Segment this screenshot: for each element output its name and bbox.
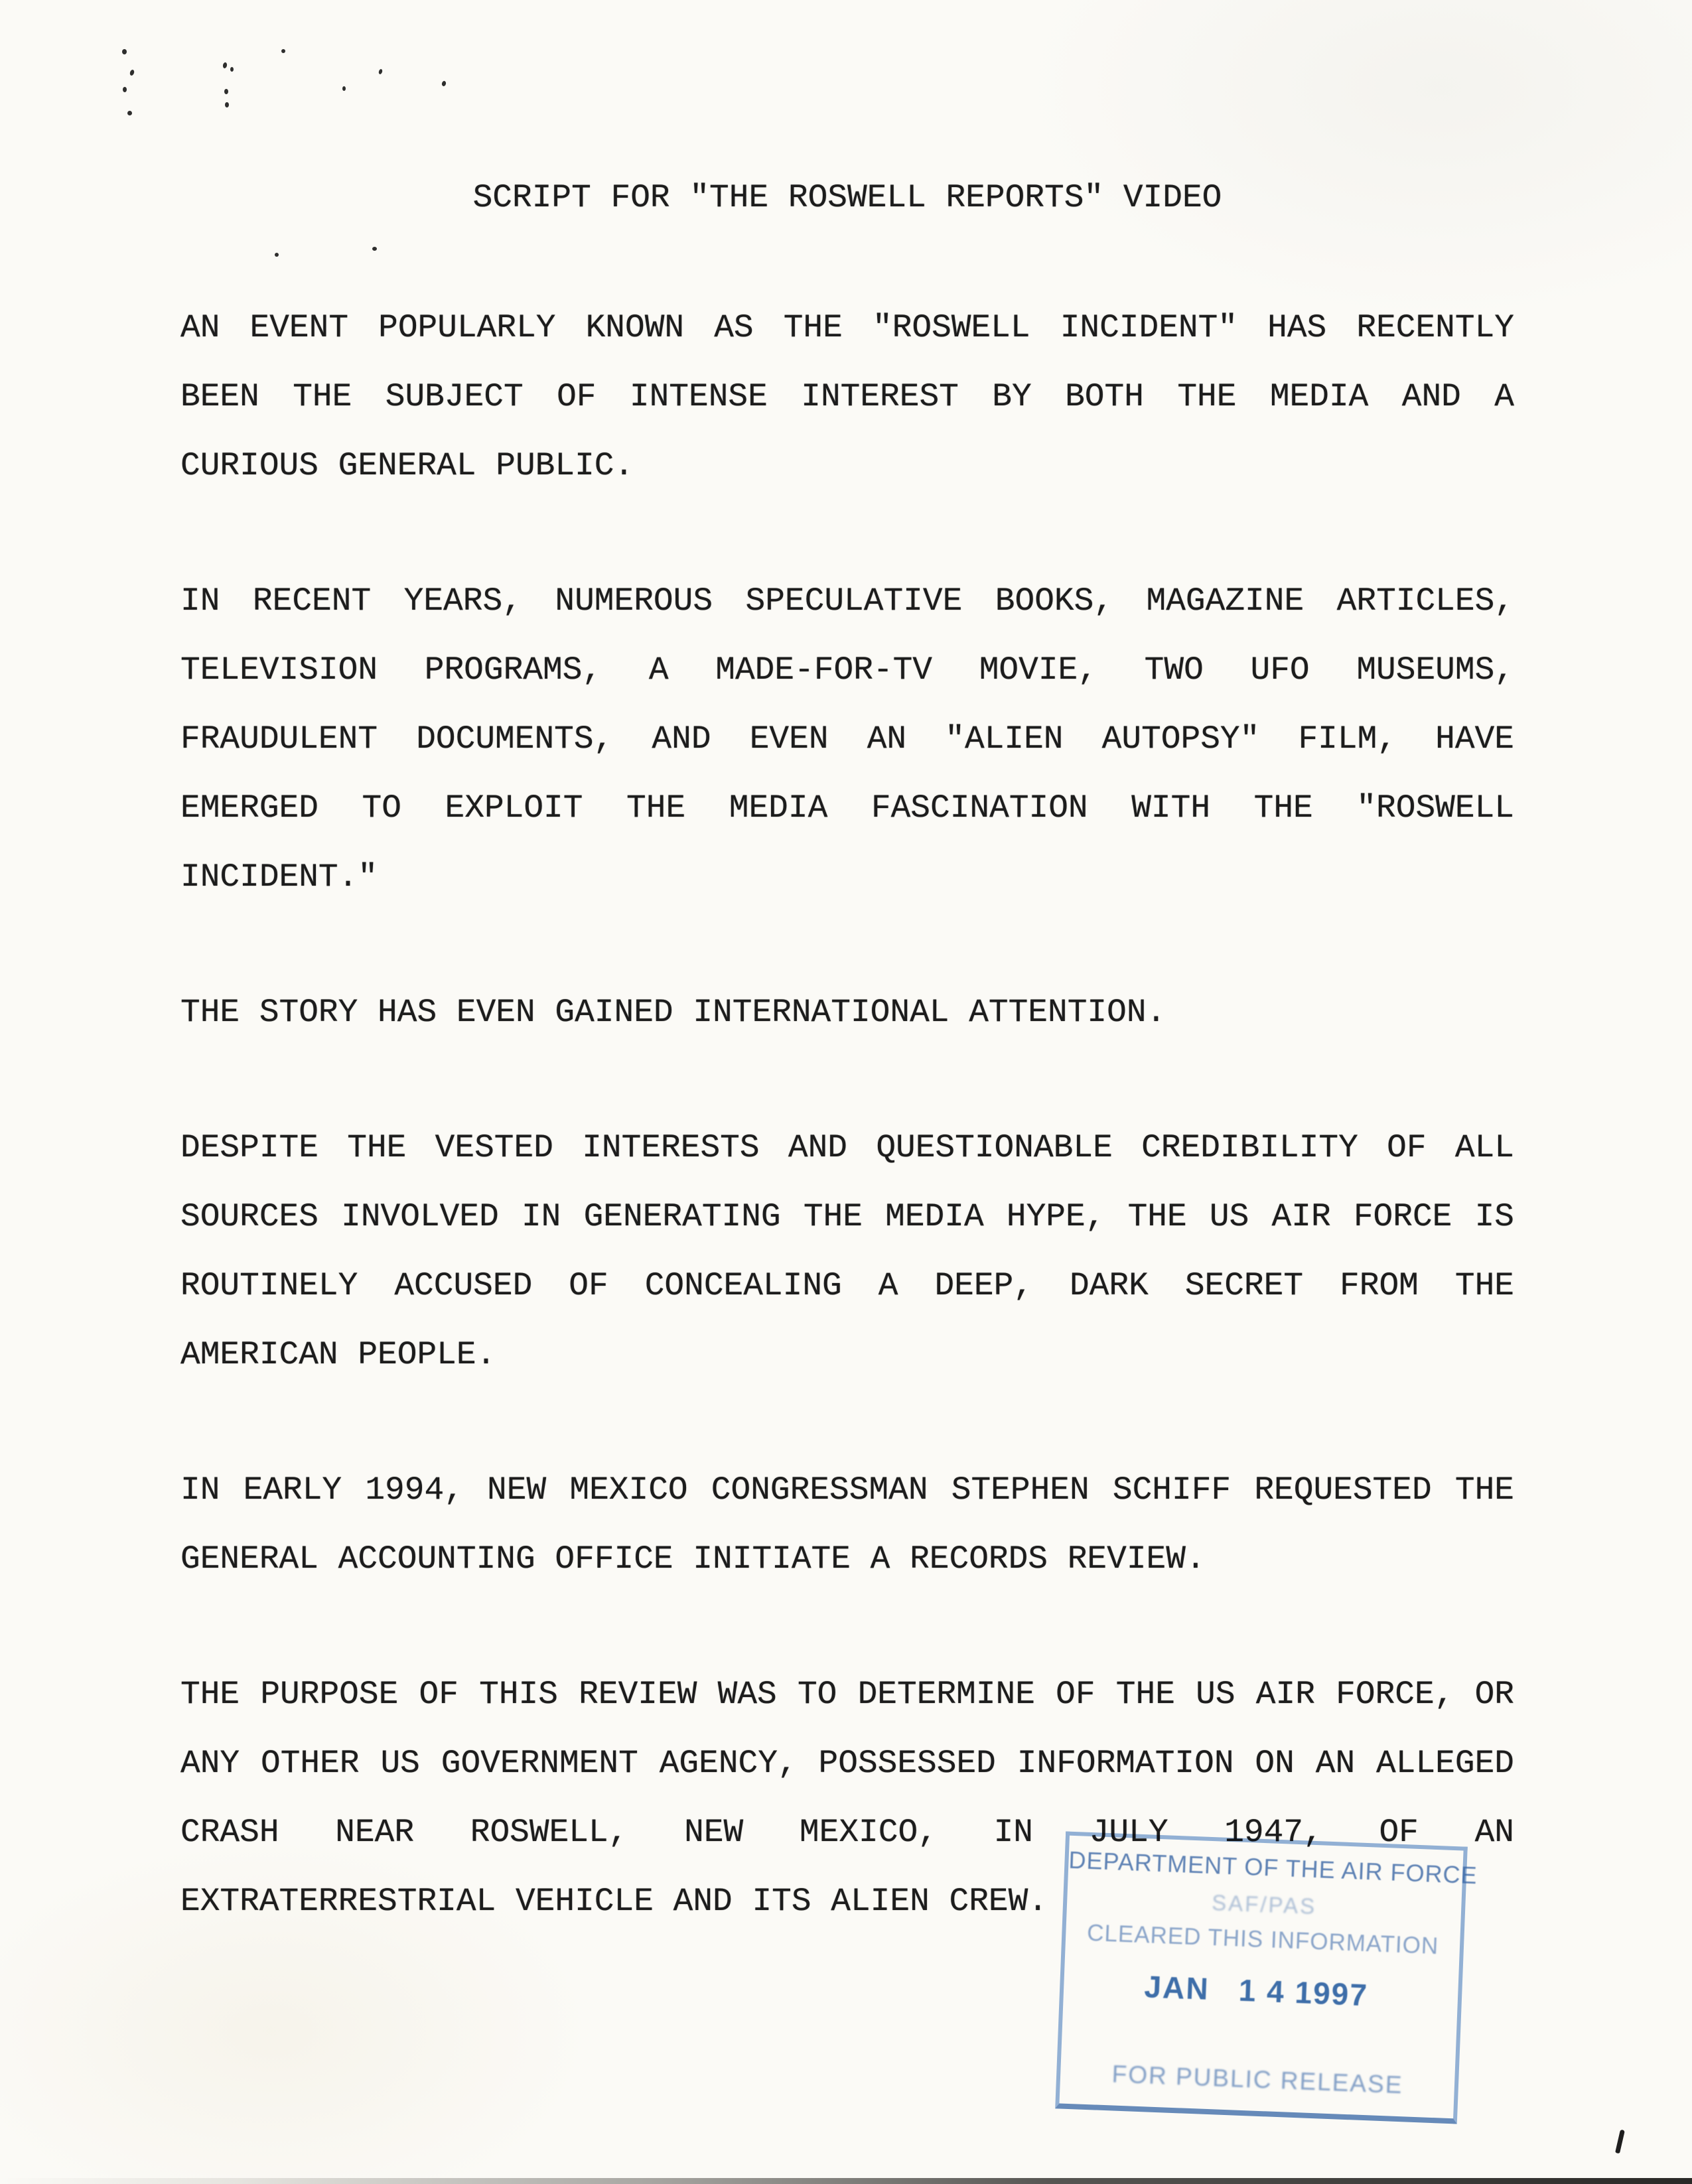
ink-speck (225, 102, 229, 107)
text-line: GENERAL ACCOUNTING OFFICE INITIATE A RECORDS REVIEW. (180, 1540, 1206, 1578)
ink-speck (224, 89, 228, 94)
stamp-release-line: FOR PUBLIC RELEASE (1111, 2060, 1404, 2099)
ink-speck (342, 86, 346, 91)
text-line: BEEN THE SUBJECT OF INTENSE INTEREST BY BOTH THE MEDIA AND A (180, 378, 1514, 415)
ink-speck (129, 69, 135, 76)
text-line: INCIDENT." (180, 858, 378, 896)
ink-speck (441, 80, 447, 86)
paragraph-1 (180, 293, 1514, 500)
stamp-office-line: SAF/PAS (1211, 1890, 1317, 1919)
text-line: EMERGED TO EXPLOIT THE MEDIA FASCINATION WITH THE "ROSWELL (180, 789, 1514, 827)
stamp-department-line: DEPARTMENT OF THE AIR FORCE (1068, 1846, 1478, 1889)
paragraph-2 (180, 567, 1514, 912)
text-line: EXTRATERRESTRIAL VEHICLE AND ITS ALIEN CREW. (180, 1883, 1048, 1920)
stamp-cleared-line: CLEARED THIS INFORMATION (1086, 1919, 1439, 1960)
text-line: FRAUDULENT DOCUMENTS, AND EVEN AN "ALIEN AUTOPSY" FILM, HAVE (180, 720, 1514, 758)
paragraph-5 (180, 1456, 1514, 1594)
paragraph-3 (180, 978, 1514, 1047)
text-line: AN EVENT POPULARLY KNOWN AS THE "ROSWELL INCIDENT" HAS RECENTLY (180, 309, 1514, 346)
text-line: TELEVISION PROGRAMS, A MADE-FOR-TV MOVIE, TWO UFO MUSEUMS, (180, 651, 1514, 689)
text-line: THE PURPOSE OF THIS REVIEW WAS TO DETERMINE OF THE US AIR FORCE, OR (180, 1676, 1514, 1713)
ink-speck (378, 68, 383, 74)
ink-speck (127, 111, 132, 115)
scan-edge-artifact (0, 2178, 1692, 2184)
ink-speck (222, 62, 228, 68)
paragraph-4 (180, 1113, 1514, 1389)
ink-speck (230, 67, 234, 72)
text-line: AMERICAN PEOPLE. (180, 1336, 496, 1373)
stamp-date: JAN 1 4 1997 (1143, 1969, 1369, 2013)
air-force-clearance-stamp (1055, 1832, 1478, 2124)
ink-speck (122, 49, 127, 54)
document-title: SCRIPT FOR "THE ROSWELL REPORTS" VIDEO (472, 179, 1222, 216)
text-line: SOURCES INVOLVED IN GENERATING THE MEDIA HYPE, THE US AIR FORCE IS (180, 1198, 1514, 1235)
text-line: CURIOUS GENERAL PUBLIC. (180, 447, 634, 484)
text-line: IN EARLY 1994, NEW MEXICO CONGRESSMAN STEPHEN SCHIFF REQUESTED THE (180, 1471, 1514, 1509)
text-line: IN RECENT YEARS, NUMEROUS SPECULATIVE BOOKS, MAGAZINE ARTICLES, (180, 582, 1514, 620)
text-line: THE STORY HAS EVEN GAINED INTERNATIONAL ATTENTION. (180, 994, 1166, 1031)
text-line: ROUTINELY ACCUSED OF CONCEALING A DEEP, DARK SECRET FROM THE (180, 1267, 1514, 1304)
ink-speck (123, 87, 127, 92)
typed-text-block (180, 163, 1514, 1936)
text-line: ANY OTHER US GOVERNMENT AGENCY, POSSESSED INFORMATION ON AN ALLEGED (180, 1745, 1514, 1782)
ink-speck (281, 49, 285, 53)
text-line: CRASH NEAR ROSWELL, NEW MEXICO, IN JULY 1947, OF AN (180, 1814, 1514, 1851)
ink-mark (1615, 2130, 1625, 2154)
text-line: DESPITE THE VESTED INTERESTS AND QUESTIONABLE CREDIBILITY OF ALL (180, 1129, 1514, 1166)
